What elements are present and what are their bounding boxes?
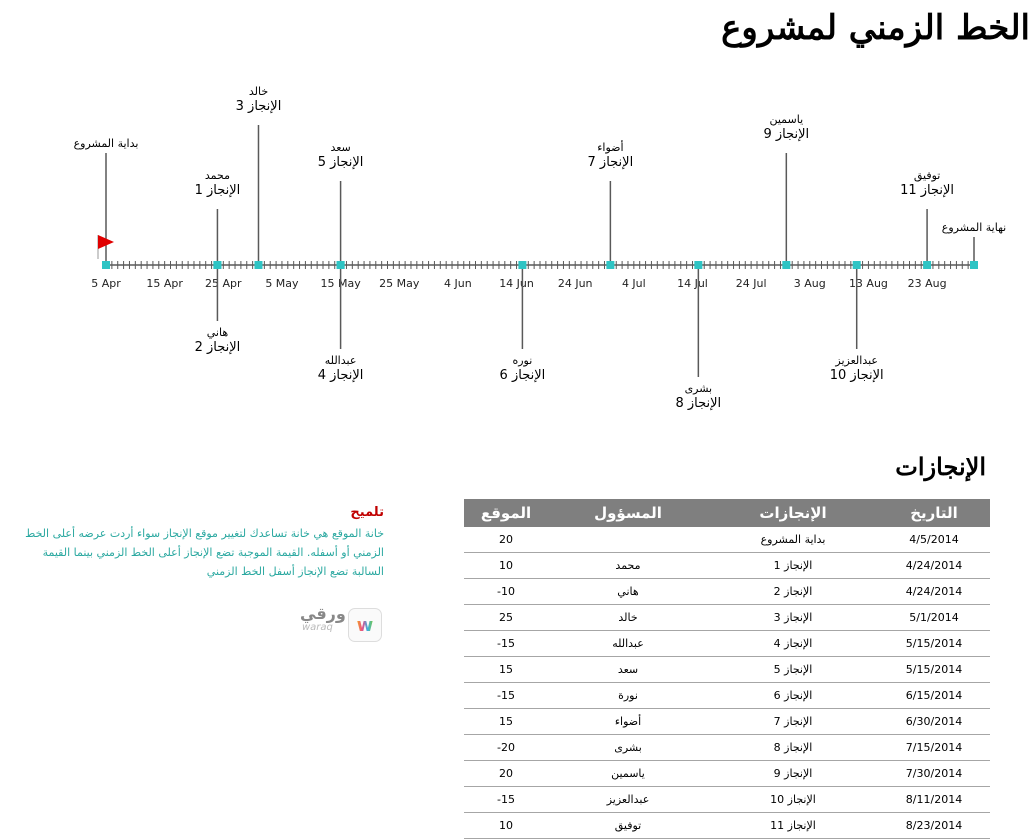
milestone-marker [782,261,790,269]
timeline-chart [0,60,1034,430]
milestone-owner-label: عبدالعزيز [835,354,878,367]
cell-owner [548,527,708,553]
table-row [464,735,990,761]
cell-milestone: الإنجاز 8 [708,735,878,761]
cell-milestone: الإنجاز 5 [708,657,878,683]
tip-text: خانة الموقع هي خانة تساعدك لتغيير موقع الإنجاز سواء أردت عرضه أعلى الخط الزمني أو أسفله. القيمة الموجبة تضع الإنجاز أعلى الخط الزمني بينما القيمة السالبة تضع الإنجاز أسفل الخط الزمني [25,527,384,578]
milestone-marker [606,261,614,269]
header-date: التاريخ [878,499,990,527]
milestone-marker [213,261,221,269]
cell-owner: أضواء [548,709,708,735]
cell-owner: سعد [548,657,708,683]
cell-owner: هاني [548,579,708,605]
milestone-marker [254,261,262,269]
cell-position: 20 [464,761,548,787]
cell-owner: نورة [548,683,708,709]
milestones-table [464,499,990,839]
cell-milestone: الإنجاز 2 [708,579,878,605]
cell-position: -10 [464,579,548,605]
milestone-name-label: الإنجاز 2 [194,340,241,355]
logo-mark-icon [348,608,382,642]
axis-tick-label: 5 May [265,277,299,290]
axis-tick-label: 15 Apr [146,277,183,290]
logo-mark-letter: w [356,614,374,636]
cell-position: -20 [464,735,548,761]
axis-tick-label: 14 Jun [499,277,534,290]
cell-date: 8/11/2014 [878,787,990,813]
cell-date: 4/24/2014 [878,553,990,579]
milestone-marker [853,261,861,269]
milestone-name-label: الإنجاز 4 [317,368,364,383]
cell-position: -15 [464,787,548,813]
milestone-owner-label: بشرى [684,382,713,395]
table-row [464,761,990,787]
header-position: الموقع [464,499,548,527]
axis-tick-label: 13 Aug [848,277,888,290]
milestone-name-label: الإنجاز 6 [499,368,546,383]
cell-milestone: الإنجاز 4 [708,631,878,657]
cell-milestone: الإنجاز 3 [708,605,878,631]
cell-owner: بشرى [548,735,708,761]
cell-date: 7/30/2014 [878,761,990,787]
header-milestone: الإنجازات [708,499,878,527]
cell-date: 8/23/2014 [878,813,990,839]
axis-tick-label: 24 Jun [557,277,593,290]
milestone-name-label: الإنجاز 11 [900,183,955,198]
cell-date: 5/15/2014 [878,657,990,683]
table-row [464,631,990,657]
milestone-label: بداية المشروع [73,137,139,150]
milestone-marker [337,261,345,269]
milestone-marker [102,261,110,269]
axis-tick-label: 14 Jul [677,277,708,290]
cell-position: 15 [464,709,548,735]
milestone-name-label: الإنجاز 10 [829,368,884,383]
milestone-name-label: الإنجاز 5 [317,155,364,170]
milestone-marker [970,261,978,269]
table-body [464,527,990,839]
cell-date: 6/30/2014 [878,709,990,735]
cell-position: 10 [464,553,548,579]
cell-milestone: الإنجاز 1 [708,553,878,579]
table-row [464,527,990,553]
axis-tick-label: 15 May [320,277,361,290]
cell-owner: ياسمين [548,761,708,787]
cell-position: -15 [464,683,548,709]
logo-text: ورقي [300,604,346,623]
milestone-owner-label: سعد [330,141,351,154]
milestone-owner-label: ياسمين [769,113,804,126]
cell-owner: عبدالعزيز [548,787,708,813]
tip-title: تلميح [350,505,384,520]
table-row [464,683,990,709]
page-title: الخط الزمني لمشروع [721,8,1030,48]
tip-box [24,505,384,581]
axis-tick-label: 25 Apr [205,277,242,290]
cell-milestone: الإنجاز 11 [708,813,878,839]
milestone-name-label: الإنجاز 9 [763,127,810,142]
axis-tick-label: 5 Apr [91,277,121,290]
cell-milestone: الإنجاز 10 [708,787,878,813]
cell-position: 10 [464,813,548,839]
milestone-owner-label: أضواء [597,141,624,154]
milestone-marker [694,261,702,269]
milestone-owner-label: خالد [248,85,269,98]
milestone-owner-label: محمد [204,169,231,182]
cell-milestone: بداية المشروع [708,527,878,553]
axis-tick-label: 23 Aug [907,277,947,290]
axis-tick-label: 24 Jul [735,277,767,290]
axis-tick-label: 4 Jul [621,277,646,290]
table-row [464,553,990,579]
cell-position: -15 [464,631,548,657]
cell-position: 20 [464,527,548,553]
milestone-name-label: الإنجاز 3 [235,99,282,114]
milestone-marker [923,261,931,269]
cell-owner: توفيق [548,813,708,839]
cell-owner: عبدالله [548,631,708,657]
logo-subtext: waraq [302,622,333,633]
cell-milestone: الإنجاز 9 [708,761,878,787]
table-row [464,605,990,631]
cell-date: 7/15/2014 [878,735,990,761]
table-header-row [464,499,990,527]
milestones-section-title: الإنجازات [895,452,986,481]
milestone-owner-label: نوره [512,354,533,367]
cell-date: 5/1/2014 [878,605,990,631]
milestone-owner-label: هاني [206,326,229,339]
cell-date: 4/24/2014 [878,579,990,605]
cell-date: 5/15/2014 [878,631,990,657]
cell-position: 25 [464,605,548,631]
cell-position: 15 [464,657,548,683]
axis-tick-label: 25 May [379,277,420,290]
cell-date: 4/5/2014 [878,527,990,553]
axis-tick-label: 4 Jun [444,277,472,290]
table-row [464,787,990,813]
header-owner: المسؤول [548,499,708,527]
milestone-owner-label: توفيق [913,169,941,182]
cell-milestone: الإنجاز 7 [708,709,878,735]
milestone-marker [518,261,526,269]
cell-owner: محمد [548,553,708,579]
milestone-name-label: الإنجاز 8 [675,396,722,411]
milestone-name-label: الإنجاز 7 [587,155,634,170]
waraqi-logo [300,604,384,644]
cell-owner: خالد [548,605,708,631]
table-row [464,579,990,605]
table-row [464,657,990,683]
cell-milestone: الإنجاز 6 [708,683,878,709]
milestone-label: نهاية المشروع [941,221,1007,234]
milestone-name-label: الإنجاز 1 [194,183,241,198]
axis-tick-label: 3 Aug [793,277,826,290]
table-row [464,813,990,839]
cell-date: 6/15/2014 [878,683,990,709]
table-row [464,709,990,735]
milestone-owner-label: عبدالله [324,354,357,367]
